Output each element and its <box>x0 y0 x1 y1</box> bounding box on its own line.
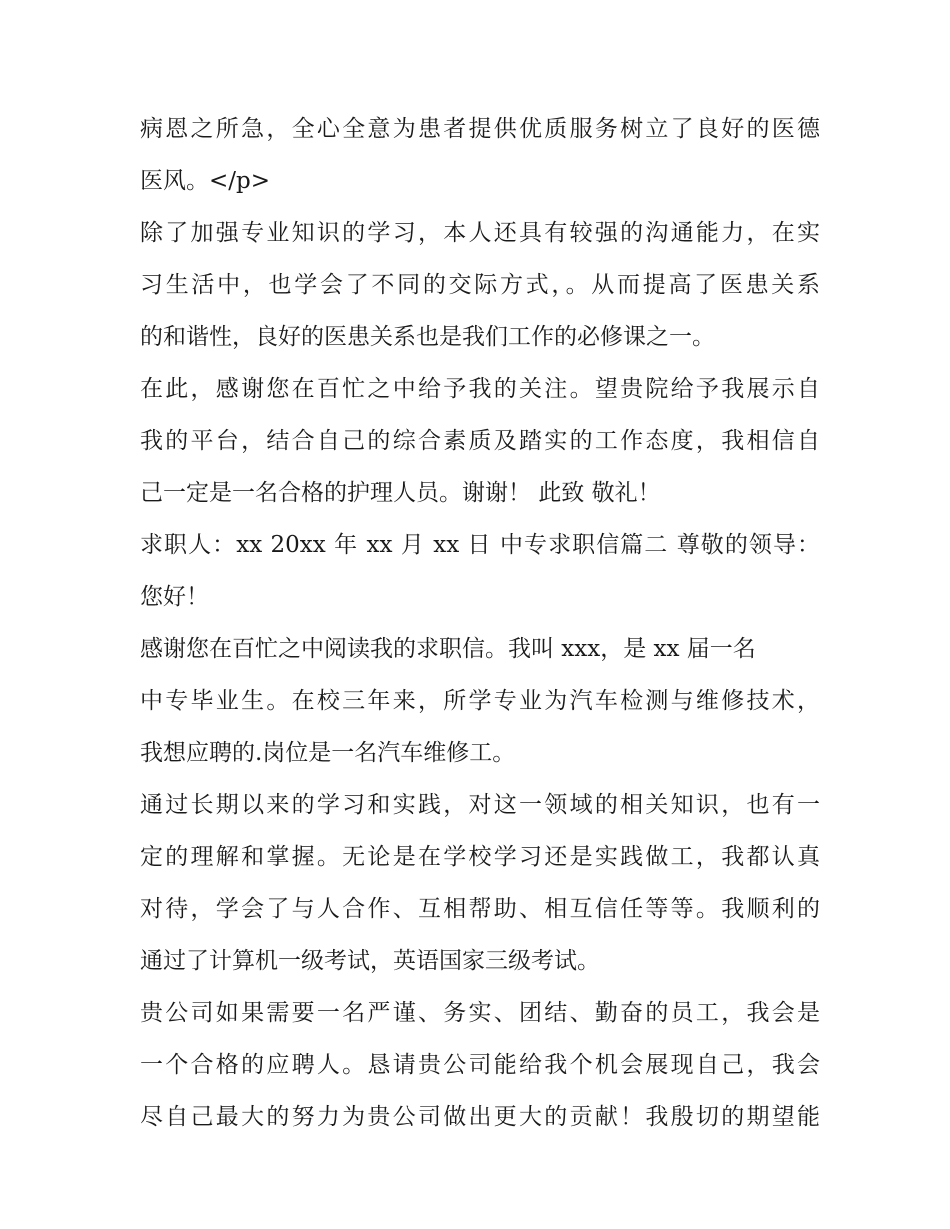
text-line: 在此，感谢您在百忙之中给予我的关注。望贵院给予我展示自 <box>140 376 820 402</box>
text-line: 我想应聘的.岗位是一名汽车维修工。 <box>140 740 516 766</box>
text-line: 的和谐性，良好的医患关系也是我们工作的必修课之一。 <box>140 324 715 350</box>
text-line: 病恩之所急，全心全意为患者提供优质服务树立了良好的医德 <box>140 116 820 142</box>
text-line: 求职人：xx 20xx 年 xx 月 xx 日 中专求职信篇二 尊敬的领导： <box>140 532 820 558</box>
document-body <box>140 103 820 1143</box>
text-line: 医风。</p> <box>140 168 271 194</box>
text-line: 您好！ <box>140 584 209 610</box>
text-line: 除了加强专业知识的学习，本人还具有较强的沟通能力，在实 <box>140 220 820 246</box>
text-line: 通过长期以来的学习和实践，对这一领域的相关知识，也有一 <box>140 792 820 818</box>
text-line: 中专毕业生。在校三年来，所学专业为汽车检测与维修技术， <box>140 688 820 714</box>
text-line: 定的理解和掌握。无论是在学校学习还是实践做工，我都认真 <box>140 844 820 870</box>
text-line: 感谢您在百忙之中阅读我的求职信。我叫 xxx，是 xx 届一名 <box>140 636 756 662</box>
text-line: 己一定是一名合格的护理人员。谢谢！ 此致 敬礼！ <box>140 480 661 506</box>
text-line: 对待，学会了与人合作、互相帮助、相互信任等等。我顺利的 <box>140 896 820 922</box>
text-line: 习生活中，也学会了不同的交际方式，。从而提高了医患关系 <box>140 272 820 298</box>
text-line: 尽自己最大的努力为贵公司做出更大的贡献！我殷切的期望能 <box>140 1104 820 1130</box>
text-line: 贵公司如果需要一名严谨、务实、团结、勤奋的员工，我会是 <box>140 1000 820 1026</box>
text-line: 一个合格的应聘人。恳请贵公司能给我个机会展现自己，我会 <box>140 1052 820 1078</box>
text-line: 通过了计算机一级考试，英语国家三级考试。 <box>140 948 600 974</box>
text-line: 我的平台，结合自己的综合素质及踏实的工作态度，我相信自 <box>140 428 820 454</box>
